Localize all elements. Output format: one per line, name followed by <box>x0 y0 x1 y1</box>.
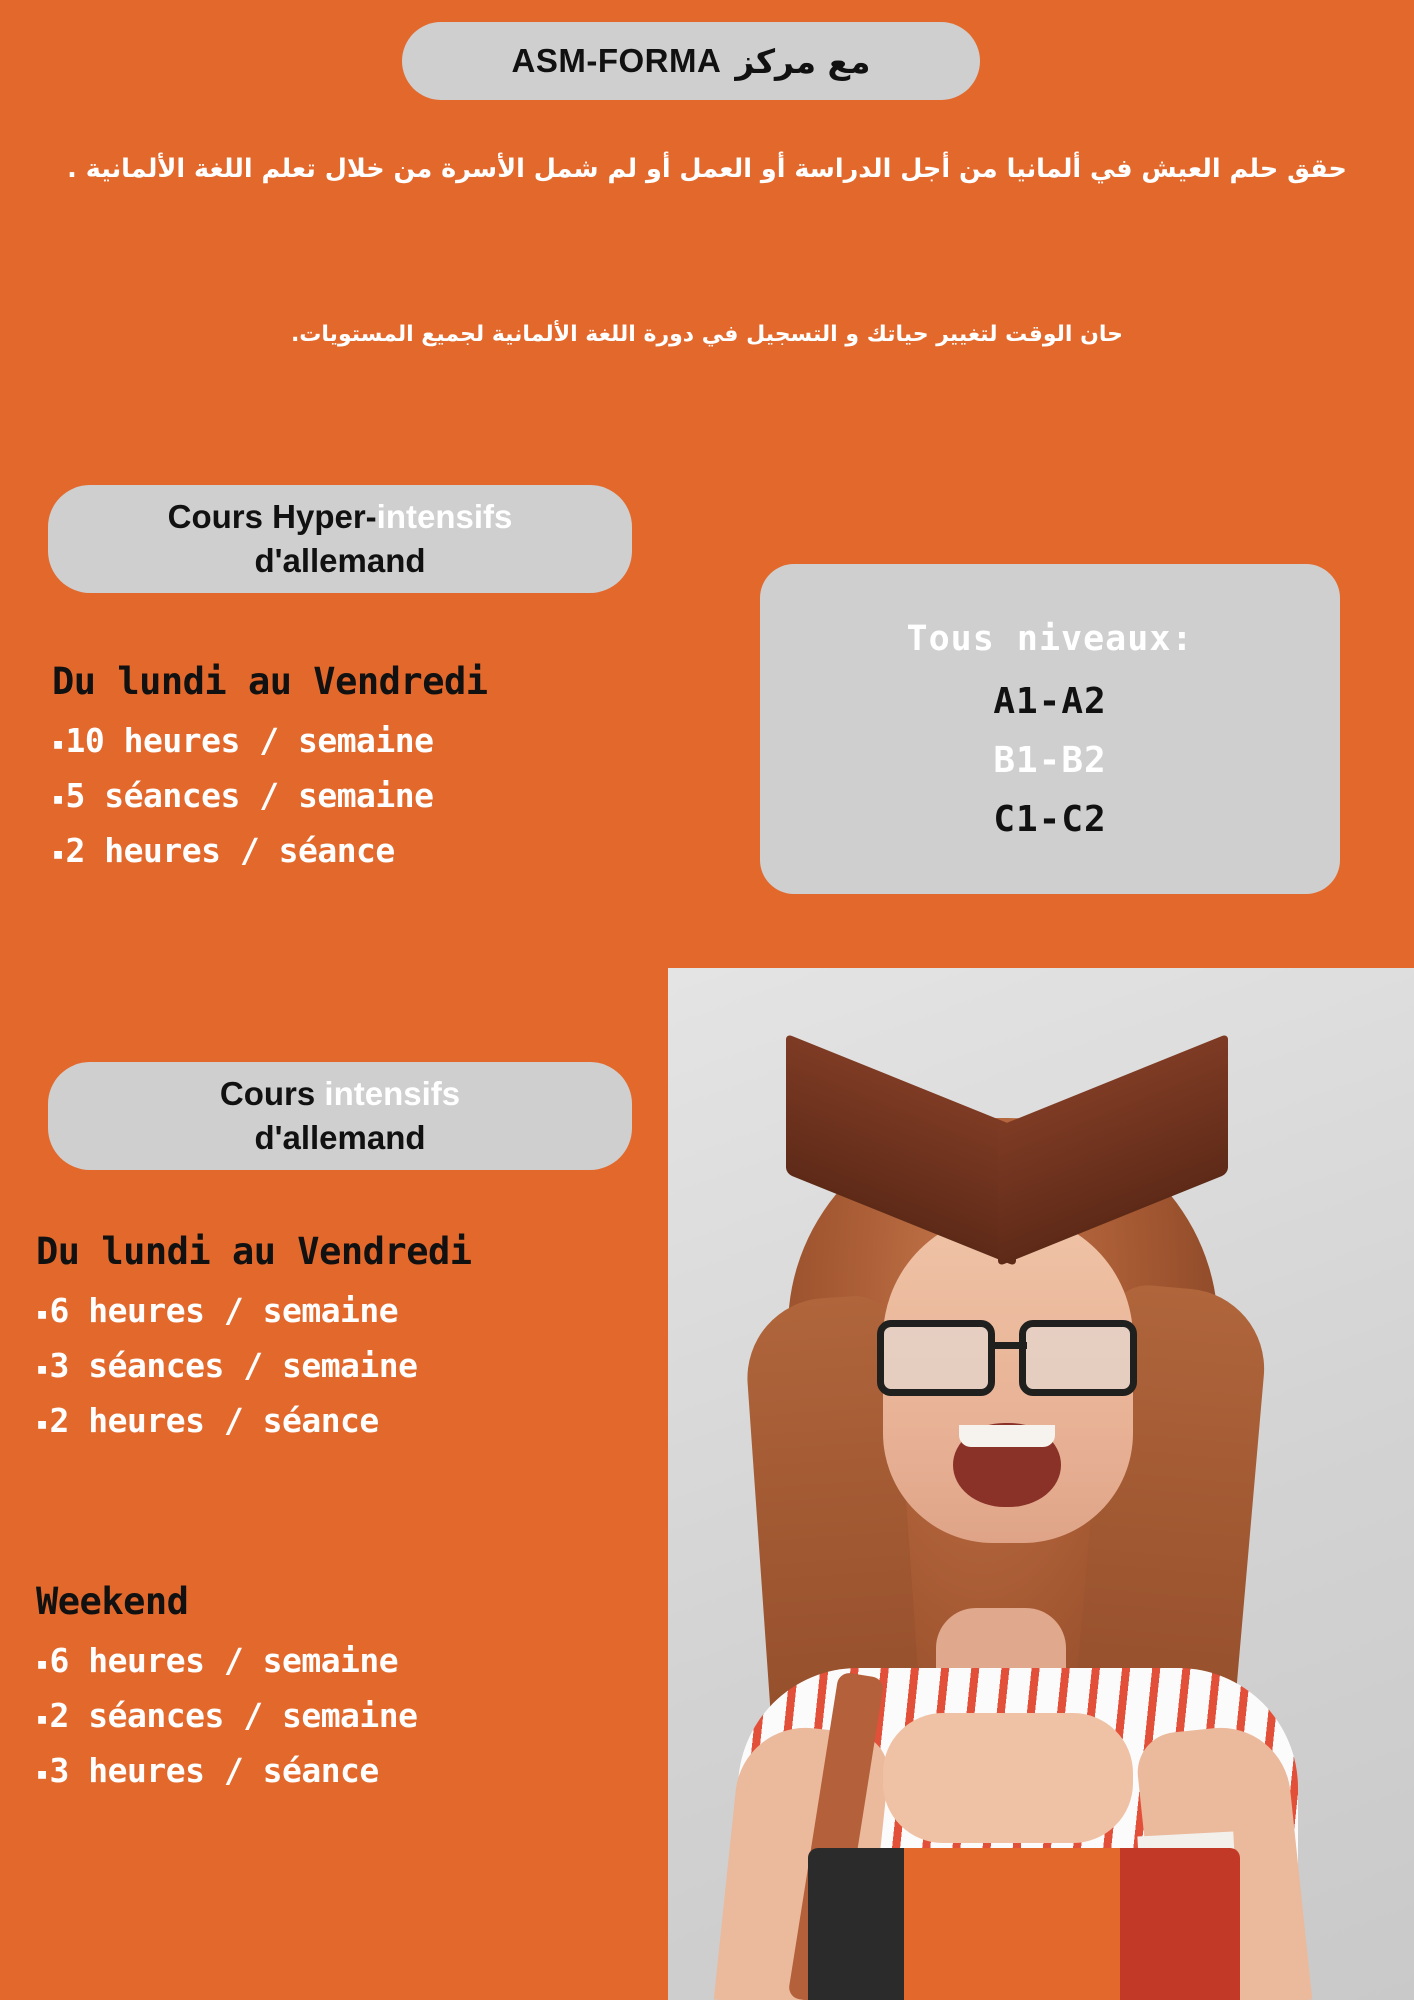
photo-hands <box>883 1713 1133 1843</box>
intro-sub-text: حان الوقت لتغيير حياتك و التسجيل في دورة اللغة الألمانية لجميع المستويات. <box>290 322 1124 347</box>
bullet-icon: ▪ <box>36 1410 48 1435</box>
level-item-b: B1-B2 <box>993 739 1107 781</box>
bullet-icon: ▪ <box>36 1705 48 1730</box>
schedule-weekend-row-3 <box>36 1751 418 1790</box>
schedule-intensive-row-1-text: 6 heures / semaine <box>49 1291 399 1330</box>
schedule-intensive-row-3-text: 2 heures / séance <box>49 1401 379 1440</box>
bullet-icon: ▪ <box>36 1300 48 1325</box>
schedule-intensive-row-2-text: 3 séances / semaine <box>49 1346 418 1385</box>
student-photo <box>668 968 1414 2000</box>
schedule-weekend-row-2 <box>36 1696 418 1735</box>
course-pill-hyper-line1 <box>168 495 513 539</box>
schedule-intensive-weekend <box>36 1580 418 1806</box>
schedule-hyper-weekdays <box>52 660 488 886</box>
schedule-hyper-row-2-text: 5 séances / semaine <box>65 776 434 815</box>
course-pill-hyper-intensive <box>48 485 632 593</box>
schedule-weekend-row-3-text: 3 heures / séance <box>49 1751 379 1790</box>
glasses-bridge <box>989 1342 1027 1349</box>
glasses-lens-left <box>877 1320 995 1396</box>
schedule-intensive-row-3 <box>36 1401 472 1440</box>
course-pill-hyper-line2: d'allemand <box>254 542 426 579</box>
bullet-icon: ▪ <box>36 1760 48 1785</box>
levels-box <box>760 564 1340 894</box>
schedule-weekend-row-1 <box>36 1641 418 1680</box>
course-pill-intensive-line1-a: Cours <box>219 1075 325 1113</box>
schedule-weekend-heading: Weekend <box>36 1580 189 1623</box>
schedule-hyper-row-1 <box>52 721 488 760</box>
schedule-hyper-row-3-text: 2 heures / séance <box>65 831 395 870</box>
course-pill-hyper-line1-a: Cours Hyper- <box>167 498 377 536</box>
schedule-intensive-heading: Du lundi au Vendredi <box>36 1230 472 1273</box>
course-pill-intensive-line1-b: intensifs <box>324 1075 461 1113</box>
photo-folder-dark-panel <box>808 1848 904 2000</box>
bullet-icon: ▪ <box>36 1650 48 1675</box>
schedule-weekend-row-2-text: 2 séances / semaine <box>49 1696 418 1735</box>
levels-title: Tous niveaux: <box>906 618 1194 659</box>
photo-folder-red-panel <box>1120 1848 1240 2000</box>
intro-lead-text: حقق حلم العيش في ألمانيا من أجل الدراسة أو العمل أو لم شمل الأسرة من خلال تعلم اللغة الألمانية . <box>67 154 1347 184</box>
header-title-pill <box>402 22 980 100</box>
schedule-intensive-row-1 <box>36 1291 472 1330</box>
bullet-icon: ▪ <box>52 785 64 810</box>
photo-teeth <box>959 1425 1055 1447</box>
level-item-a: A1-A2 <box>993 680 1107 722</box>
course-pill-intensive <box>48 1062 632 1170</box>
schedule-hyper-heading: Du lundi au Vendredi <box>52 660 488 703</box>
bullet-icon: ▪ <box>52 840 64 865</box>
course-pill-hyper-line1-b: intensifs <box>376 498 513 536</box>
level-item-c: C1-C2 <box>993 798 1107 840</box>
course-pill-intensive-line1 <box>220 1072 460 1116</box>
bullet-icon: ▪ <box>52 730 64 755</box>
schedule-intensive-weekdays <box>36 1230 472 1456</box>
schedule-hyper-row-2 <box>52 776 488 815</box>
schedule-weekend-row-1-text: 6 heures / semaine <box>49 1641 399 1680</box>
header-brand-name: ASM-FORMA <box>511 42 722 79</box>
schedule-hyper-row-3 <box>52 831 488 870</box>
schedule-intensive-row-2 <box>36 1346 472 1385</box>
course-pill-intensive-line2: d'allemand <box>254 1119 426 1156</box>
glasses-lens-right <box>1019 1320 1137 1396</box>
schedule-hyper-row-1-text: 10 heures / semaine <box>65 721 434 760</box>
header-arabic-prefix: مع مركز <box>735 41 871 81</box>
bullet-icon: ▪ <box>36 1355 48 1380</box>
glasses-icon <box>873 1320 1141 1386</box>
